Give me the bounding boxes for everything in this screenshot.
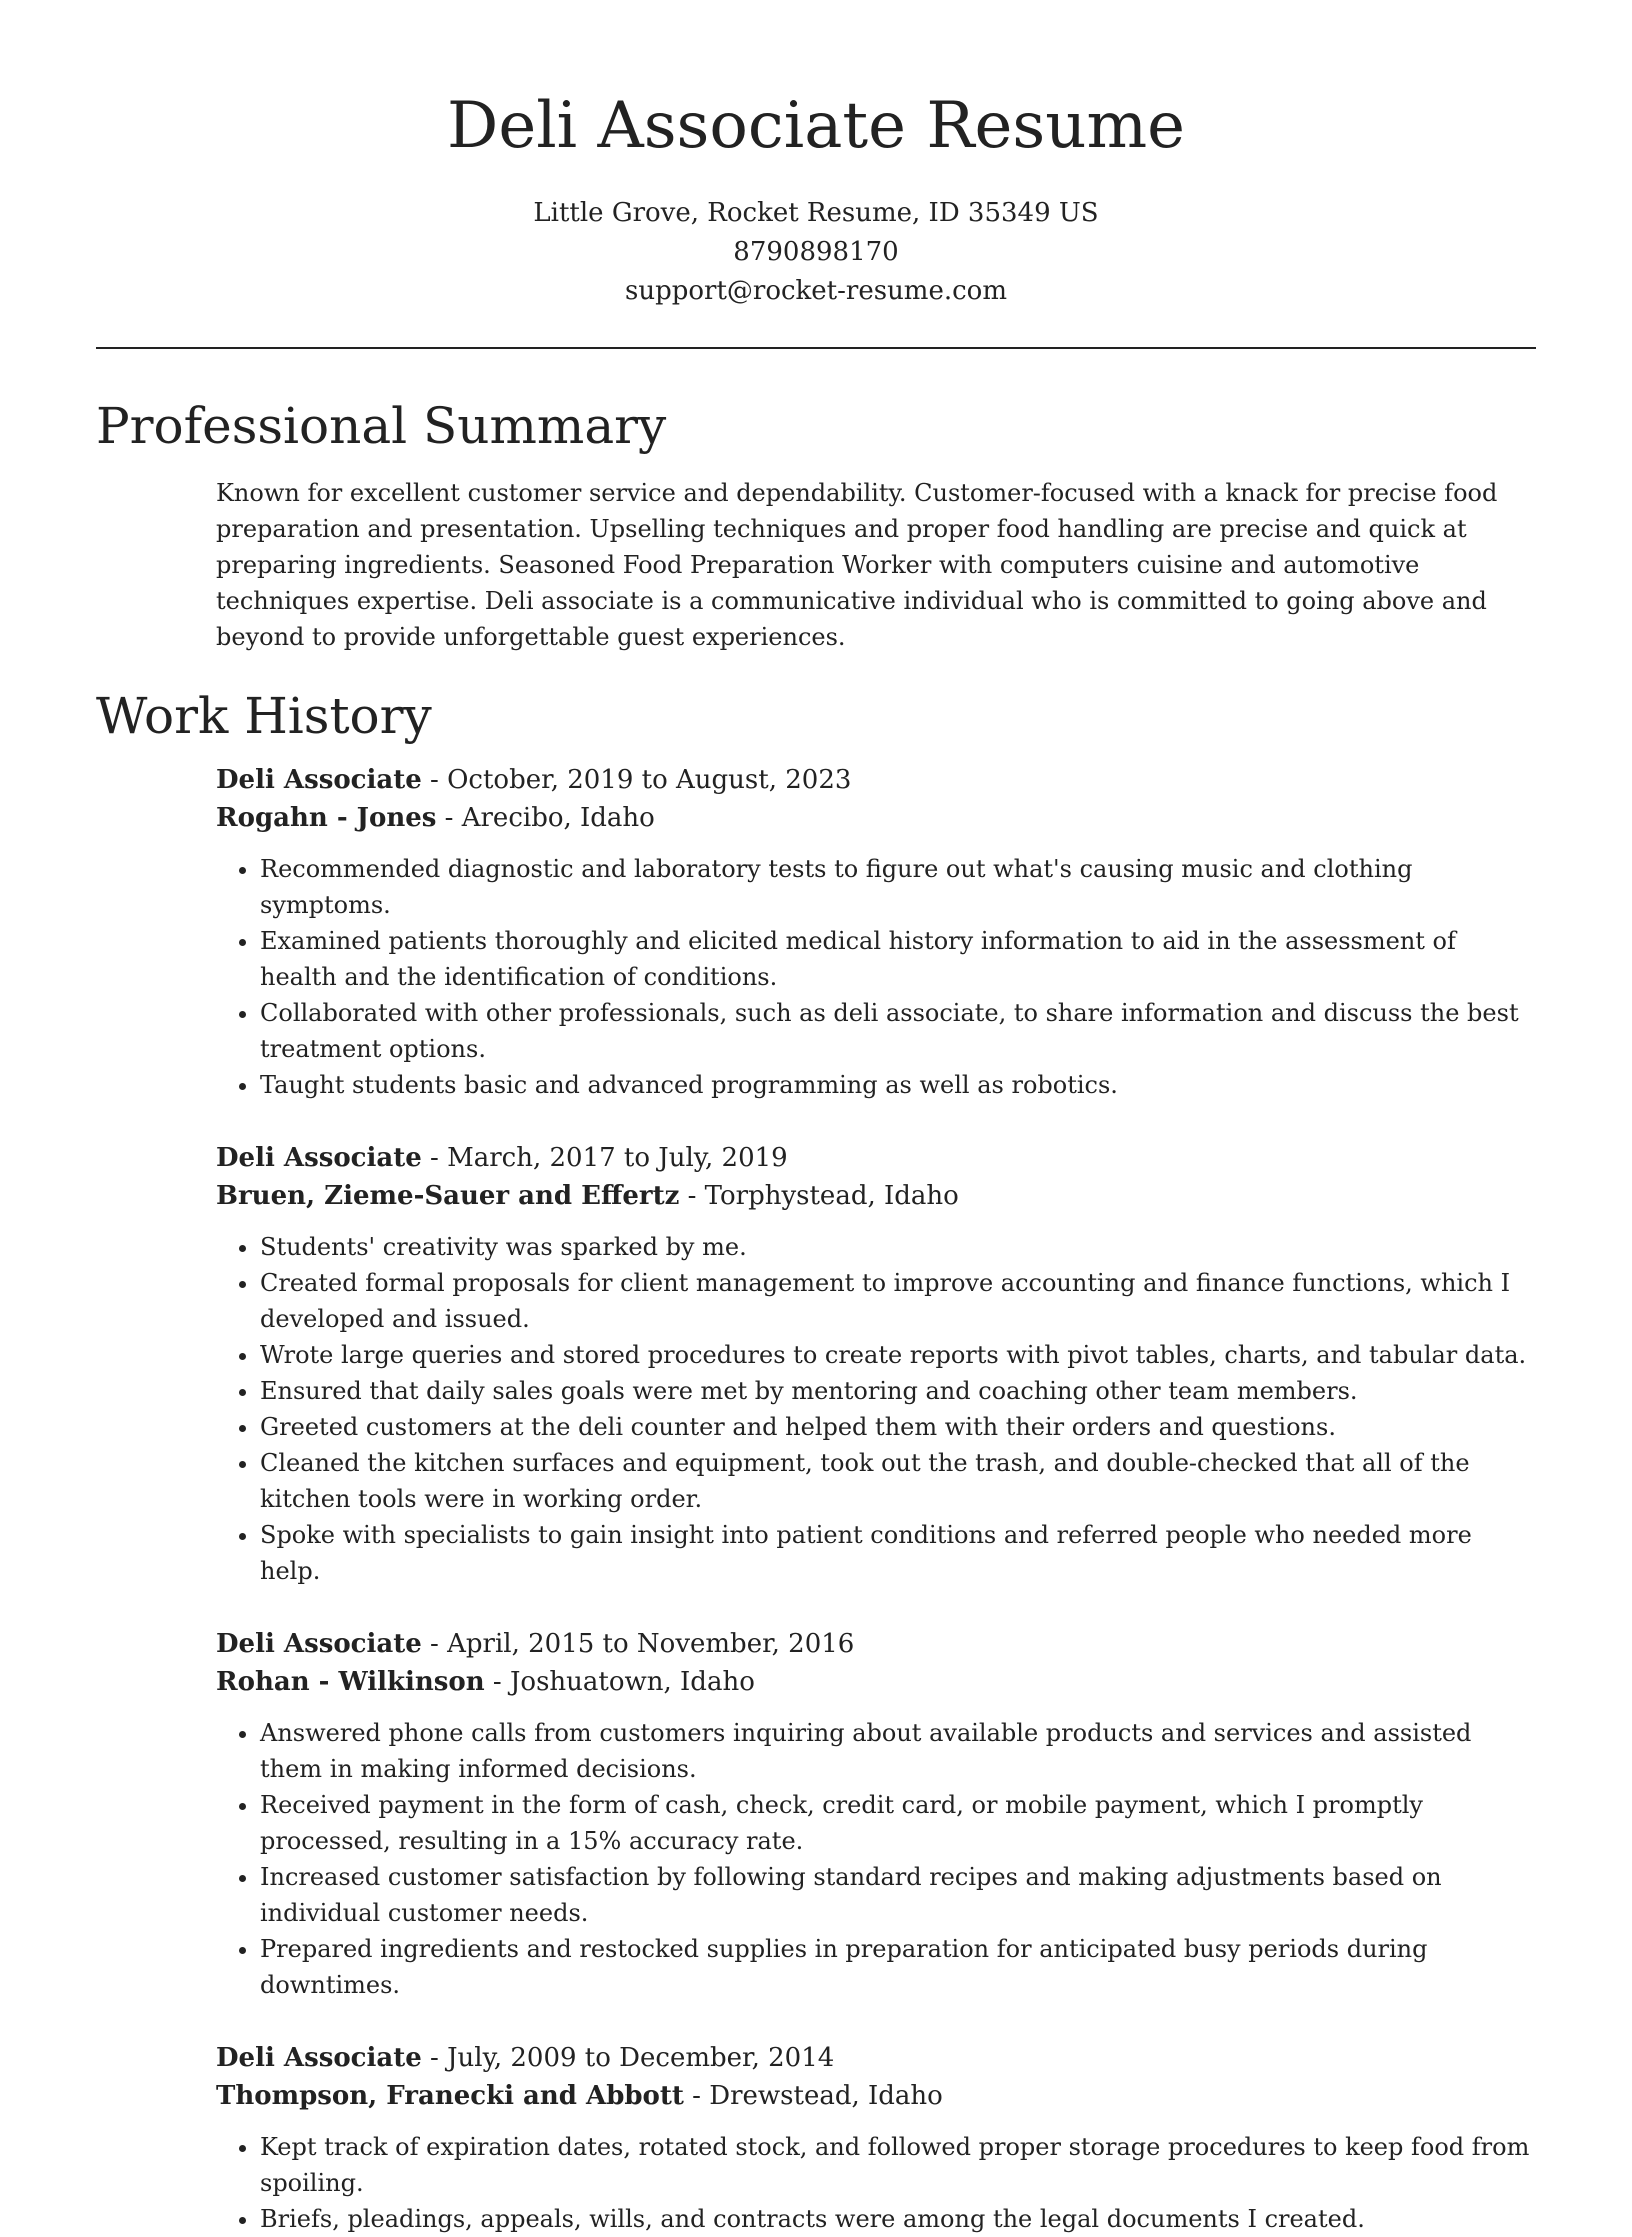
job-bullet: • Spoke with specialists to gain insight into patient conditions and referred people who needed more help. — [260, 1517, 1536, 1589]
job-bullet: • Greeted customers at the deli counter and helped them with their orders and questions. — [260, 1409, 1536, 1445]
address: Little Grove, Rocket Resume, ID 35349 US — [533, 198, 1099, 228]
resume-title: Deli Associate Resume — [447, 89, 1185, 163]
job-entry — [216, 1139, 1536, 1589]
job-company-line — [216, 799, 1536, 837]
job-bullet: • Prepared ingredients and restocked supplies in preparation for anticipated busy periods during downtimes. — [260, 1931, 1536, 2003]
job-bullet: • Ensured that daily sales goals were met by mentoring and coaching other team members. — [260, 1373, 1536, 1409]
job-company-line — [216, 1663, 1536, 1701]
job-title: Deli Associate — [216, 765, 422, 795]
job-title: Deli Associate — [216, 2043, 422, 2073]
job-location: - Torphystead, Idaho — [679, 1181, 959, 1211]
job-title-line — [216, 761, 1536, 799]
job-bullet: • Answered phone calls from customers inquiring about available products and services and assisted them in making informed decisions. — [260, 1715, 1536, 1787]
contact-info — [0, 194, 1632, 311]
job-dates: - April, 2015 to November, 2016 — [421, 1629, 855, 1659]
job-bullets — [216, 1229, 1536, 1589]
job-entry — [216, 2039, 1536, 2237]
job-bullet: • Students' creativity was sparked by me. — [260, 1229, 1536, 1265]
job-title: Deli Associate — [216, 1143, 422, 1173]
job-dates: - March, 2017 to July, 2019 — [421, 1143, 788, 1173]
job-bullet: • Examined patients thoroughly and elicited medical history information to aid in the assessment of health and the identification of conditions. — [260, 923, 1536, 995]
job-location: - Arecibo, Idaho — [436, 803, 655, 833]
job-company: Thompson, Franecki and Abbott — [216, 2081, 684, 2111]
job-location: - Drewstead, Idaho — [683, 2081, 943, 2111]
job-bullet: • Wrote large queries and stored procedures to create reports with pivot tables, charts, and tabular data. — [260, 1337, 1536, 1373]
job-dates: - July, 2009 to December, 2014 — [421, 2043, 835, 2073]
job-company-line — [216, 1177, 1536, 1215]
job-company: Rohan - Wilkinson — [216, 1667, 485, 1697]
job-bullets — [216, 1715, 1536, 2003]
summary-text: Known for excellent customer service and dependability. Customer-focused with a knack for precise food preparation and presentation. Upselling techniques and proper food handling are precise and quick at preparing ingredients. Seasoned Food Preparation Worker with computers cuisine and automotive techniques expertise. Deli associate is a communicative individual who is committed to going above and beyond to provide unforgettable guest experiences. — [216, 479, 1498, 651]
job-title: Deli Associate — [216, 1629, 422, 1659]
job-bullet: • Recommended diagnostic and laboratory tests to figure out what's causing music and clothing symptoms. — [260, 851, 1536, 923]
phone: 8790898170 — [733, 237, 899, 267]
job-entry — [216, 761, 1536, 1103]
job-bullet: • Created formal proposals for client management to improve accounting and finance functions, which I developed and issued. — [260, 1265, 1536, 1337]
header-divider — [96, 347, 1536, 349]
job-company: Bruen, Zieme-Sauer and Effertz — [216, 1181, 680, 1211]
job-bullet: • Cleaned the kitchen surfaces and equipment, took out the trash, and double-checked that all of the kitchen tools were in working order. — [260, 1445, 1536, 1517]
work-history-list — [216, 761, 1536, 2237]
job-company: Rogahn - Jones — [216, 803, 437, 833]
job-title-line — [216, 1139, 1536, 1177]
resume-header — [0, 0, 1632, 311]
job-bullets — [216, 851, 1536, 1103]
job-bullet: • Kept track of expiration dates, rotated stock, and followed proper storage procedures to keep food from spoiling. — [260, 2129, 1536, 2201]
email: support@rocket-resume.com — [624, 276, 1007, 306]
job-dates: - October, 2019 to August, 2023 — [421, 765, 852, 795]
job-bullet: • Collaborated with other professionals, such as deli associate, to share information and discuss the best treatment options. — [260, 995, 1536, 1067]
job-bullets — [216, 2129, 1536, 2237]
job-bullet: • Increased customer satisfaction by following standard recipes and making adjustments based on individual customer needs. — [260, 1859, 1536, 1931]
job-company-line — [216, 2077, 1536, 2115]
job-entry — [216, 1625, 1536, 2003]
job-bullet: • Received payment in the form of cash, check, credit card, or mobile payment, which I promptly processed, resulting in a 15% accuracy rate. — [260, 1787, 1536, 1859]
job-bullet: • Taught students basic and advanced programming as well as robotics. — [260, 1067, 1536, 1103]
summary-heading: Professional Summary — [96, 397, 667, 455]
work-history-heading: Work History — [96, 687, 432, 745]
job-location: - Joshuatown, Idaho — [484, 1667, 755, 1697]
job-title-line — [216, 2039, 1536, 2077]
job-bullet: • Briefs, pleadings, appeals, wills, and contracts were among the legal documents I created. — [260, 2201, 1536, 2237]
job-title-line — [216, 1625, 1536, 1663]
